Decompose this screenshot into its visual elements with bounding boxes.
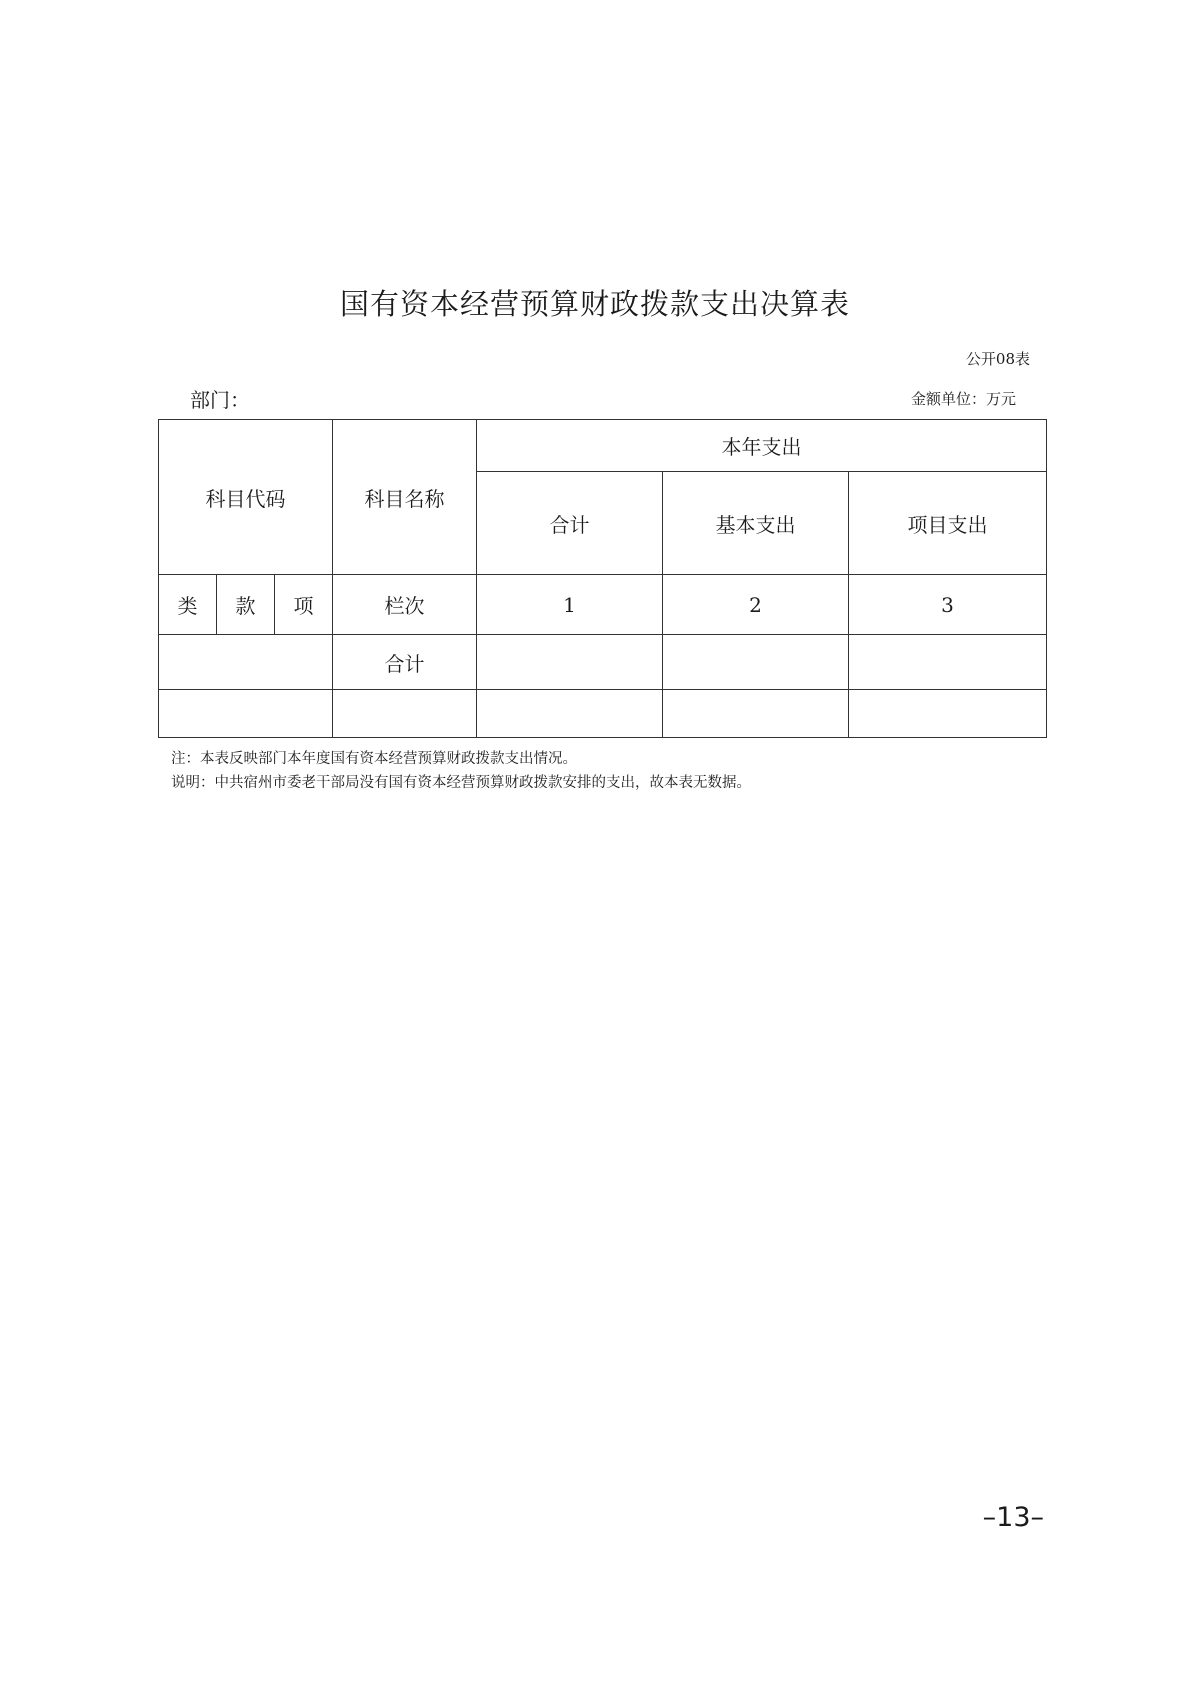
- total-row-label: 合计: [333, 635, 477, 690]
- explanation-text: 说明：中共宿州市委老干部局没有国有资本经营预算财政拨款安排的支出，故本表无数据。: [171, 775, 751, 791]
- form-code: 公开08表: [965, 350, 1030, 368]
- header-project-expenditure: 项目支出: [849, 472, 1047, 575]
- page-title: 国有资本经营预算财政拨款支出决算表: [339, 287, 850, 321]
- header-subject-name: 科目名称: [333, 420, 477, 575]
- header-total: 合计: [477, 472, 663, 575]
- total-row-code-cell: [159, 635, 333, 690]
- empty-row-project-cell: [849, 690, 1047, 738]
- index-row: [159, 575, 1047, 635]
- header-current-year-expenditure: 本年支出: [477, 420, 1047, 472]
- column-number-3: 3: [849, 575, 1047, 635]
- empty-row-code-cell: [159, 690, 333, 738]
- total-row-basic-cell: [663, 635, 849, 690]
- note-text: 注：本表反映部门本年度国有资本经营预算财政拨款支出情况。: [171, 751, 577, 767]
- header-category: 类: [159, 575, 217, 635]
- empty-row-name-cell: [333, 690, 477, 738]
- header-item: 项: [275, 575, 333, 635]
- total-row: [159, 635, 1047, 690]
- department-label: 部门：: [190, 388, 250, 412]
- amount-unit-label: 金额单位：万元: [910, 390, 1016, 408]
- column-label: 栏次: [333, 575, 477, 635]
- column-number-1: 1: [477, 575, 663, 635]
- expenditure-table: [158, 419, 1047, 738]
- page-number: –13–: [982, 1502, 1044, 1533]
- total-row-project-cell: [849, 635, 1047, 690]
- empty-row-total-cell: [477, 690, 663, 738]
- notes-block: [171, 747, 751, 795]
- header-subject-code: 科目代码: [159, 420, 333, 575]
- column-number-2: 2: [663, 575, 849, 635]
- empty-row-basic-cell: [663, 690, 849, 738]
- total-row-total-cell: [477, 635, 663, 690]
- header-basic-expenditure: 基本支出: [663, 472, 849, 575]
- header-section: 款: [217, 575, 275, 635]
- empty-row: [159, 690, 1047, 738]
